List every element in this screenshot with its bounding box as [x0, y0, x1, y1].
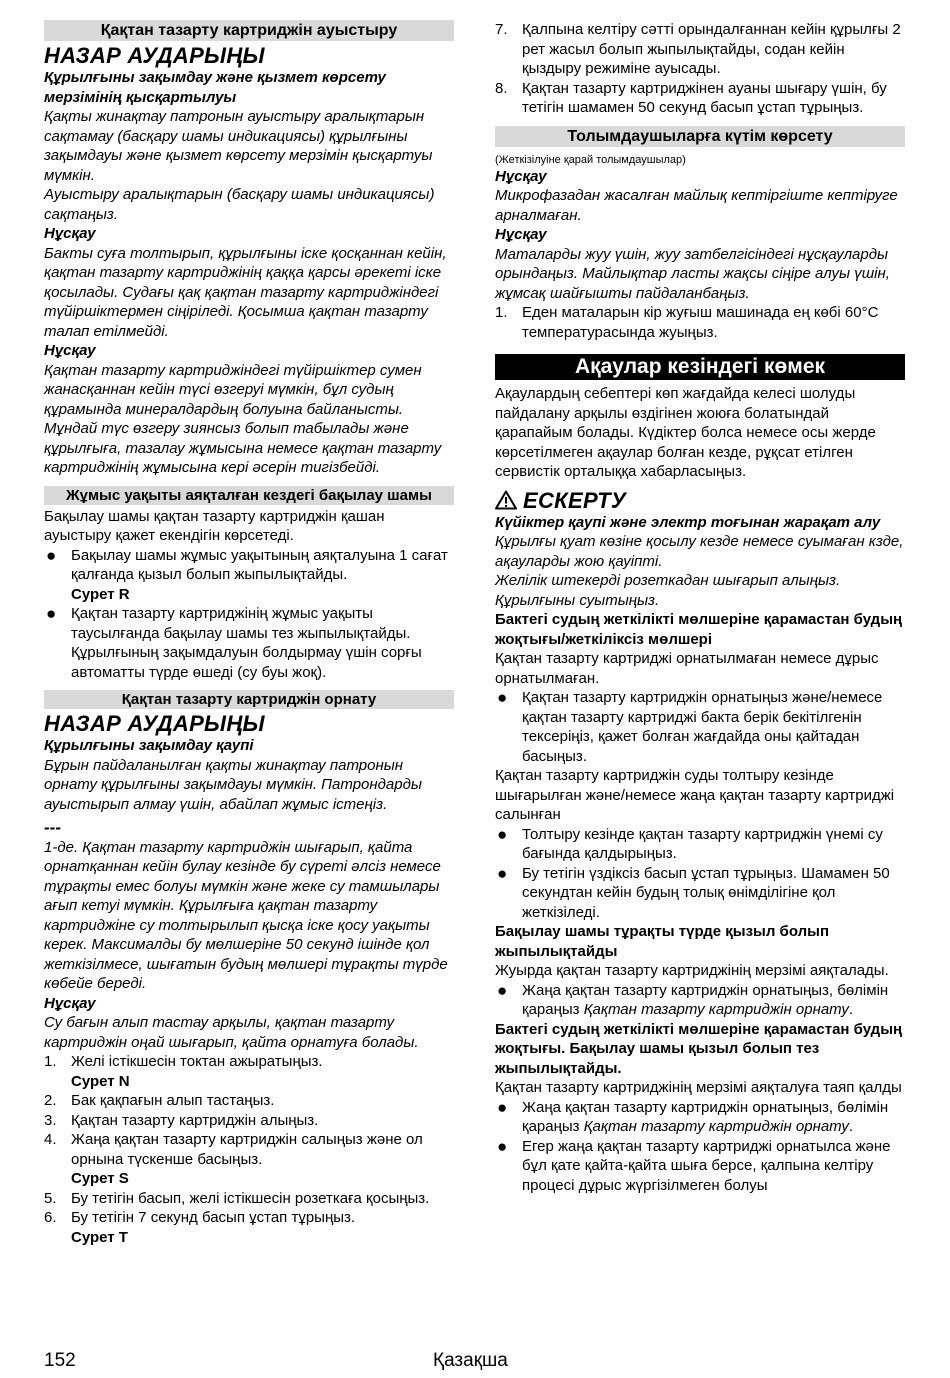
list-item-text: Бу тетігін үздіксіз басып ұстап тұрыңыз. Шамамен 50 секундтан кейін будың толық өнімділігіне қол жеткізіледі.: [522, 864, 890, 921]
step-number: 1.: [44, 1053, 57, 1070]
list-item: [44, 604, 454, 682]
bullet-icon: ●: [497, 863, 508, 883]
step-number: 3.: [44, 1111, 57, 1129]
step-text: Еден маталарын кір жуғыш машинада ең көбі 60°C температурасында жуыңыз.: [522, 304, 879, 341]
step-item: [44, 1052, 454, 1091]
warning-text: Құрылғы қуат көзіне қосылу кезде немесе суымаған кзде, ақауларды жою қауіпті.: [495, 533, 904, 570]
warning-triangle-icon: [495, 490, 517, 510]
warning-text: Желілік штекерді розеткадан шығарып алыңыз. Құрылғыны суытыңыз.: [495, 572, 841, 609]
figure-ref: Сурет S: [71, 1170, 129, 1187]
note-label: Нұсқау: [495, 226, 547, 243]
step-item: [495, 303, 905, 342]
step-item: [495, 79, 905, 118]
note-label: Нұсқау: [495, 167, 547, 185]
step-number: 8.: [495, 79, 508, 97]
body-text: Ақаулардың себептері көп жағдайда келесі шолуды пайдалану арқылы өздігінен жоюға болатындай қарапайым болады. Күдіктер болса немесе осы жерде көрсетілмеген ақаулар болған кезде, рұқсат етілген сервистік орталыққа хабарласыңыз.: [495, 385, 876, 480]
note-label: Нұсқау: [44, 225, 96, 242]
step-item: [44, 1091, 454, 1111]
section-heading-accessories-care: Толымдаушыларға күтім көрсету: [495, 126, 905, 147]
note-text: Бакты суға толтырып, құрылғыны іске қосқаннан кейін, қақтан тазарту картриджінің қаққа қарсы әрекеті іске қосылады. Судағы қақ қақтан тазарту картриджіндегі түйіршіктермен сіңіріледі. Қосымша қақтан тазарту талап етілмейді.: [44, 244, 447, 340]
fault-cause: Жуырда қақтан тазарту картриджінің мерзімі аяқталады.: [495, 962, 889, 979]
bullet-icon: ●: [497, 980, 508, 1000]
warning-title: Күйіктер қаупі және электр тоғынан жарақат алу: [495, 513, 881, 531]
figure-ref: Сурет R: [71, 585, 130, 603]
page-language: Қазақша: [433, 1350, 508, 1371]
note-text: Қақтан тазарту картриджіндегі түйіршіктер сумен жанасқаннан кейін түсі өзгеруі мүмкін, бұл судың құрамында минералдардың болуына байланысты. Мұндай түс өзгеру зиянсыз болып табылады және құрылғыға, тазалау жұмысына немесе қақтан тазарту картриджінің жұмысына кері әсерін тигізбейді.: [44, 361, 442, 476]
list-item-text: Егер жаңа қақтан тазарту картриджі орнатылса және бұл қате қайта-қайта шыға берсе, қалпына келтіру процесі дұрыс жүргізілмеген болуы: [522, 1137, 891, 1194]
step-number: 5.: [44, 1189, 57, 1207]
section-reference: Қақтан тазарту картриджін орнату: [583, 1118, 849, 1135]
note-text: Маталарды жуу үшін, жуу затбелгісіндегі нұсқауларды орындаңыз. Майлықтар ласты жақсы сіңіре алуы үшін, жұмсақ шайғышты пайдаланбаңыз.: [495, 245, 890, 302]
separator-dashes: ---: [44, 818, 61, 837]
page-number: 152: [44, 1350, 76, 1371]
step-text: Бу тетігін 7 секунд басып ұстап тұрыңыз.: [71, 1209, 356, 1226]
fault-cause: Қақтан тазарту картриджі орнатылмаған немесе дұрыс орнатылмаған.: [495, 650, 879, 687]
step-item: [44, 1189, 454, 1209]
section-heading-replace-cartridge: Қақтан тазарту картриджін ауыстыру: [44, 20, 454, 41]
bullet-icon: ●: [497, 688, 508, 707]
note-text: Су бағын алып тастау арқылы, қақтан тазарту картриджін оңай шығарып, қайта орнатуға болады.: [44, 1014, 419, 1051]
left-column: [44, 20, 454, 1247]
bullet-icon: ●: [497, 824, 508, 844]
step-text: Қалпына келтіру сәтті орындалғаннан кейін құрылғы 2 рет жасыл болып жыпылықтайды, содан кейін қыздыру режиміне ауысады.: [522, 21, 901, 77]
bullet-icon: ●: [46, 545, 57, 565]
attention-title: Құрылғыны зақымдау және қызмет көрсету мерзімінің қысқартылуы: [44, 69, 386, 106]
fault-title: Бактегі судың жеткілікті мөлшеріне қарамастан будың жоқтығы. Бақылау шамы қызыл болып тез жыпылықтайды.: [495, 1020, 903, 1077]
attention-text: Бұрын пайдаланылған қақты жинақтау патронын орнату құрылғыны зақымдауы мүмкін. Патрондарды ауыстырып алмау үшін, абайлап жұмыс істеңіз.: [44, 756, 422, 813]
note-text: Микрофазадан жасалған майлық кептіргіште кептіруге арналмаған.: [495, 187, 898, 224]
body-text: Бақылау шамы қақтан тазарту картриджін қашан ауыстыру қажет екендігін көрсетеді.: [44, 507, 385, 544]
right-column: [495, 20, 905, 1195]
fault-cause: Қақтан тазарту картриджінің мерзімі аяқталуға таяп қалды: [495, 1079, 902, 1096]
list-item: [495, 688, 905, 766]
figure-ref: Сурет T: [71, 1228, 128, 1246]
bullet-icon: ●: [497, 1097, 508, 1117]
list-item-text: Толтыру кезінде қақтан тазарту картриджін үнемі су бағында қалдырыңыз.: [522, 825, 883, 862]
list-item: [495, 825, 905, 864]
section-heading-control-lamp: Жұмыс уақыты аяқталған кездегі бақылау шамы: [44, 486, 454, 505]
step-number: 2.: [44, 1092, 57, 1109]
step-item: [495, 20, 905, 79]
note-label: Нұсқау: [44, 994, 96, 1012]
step-number: 6.: [44, 1209, 57, 1226]
warning-heading: [495, 488, 905, 513]
warning-label: ЕСКЕРТУ: [523, 487, 627, 513]
figure-ref: Сурет N: [71, 1072, 130, 1090]
list-item: [495, 864, 905, 923]
fault-title: Бақылау шамы тұрақты түрде қызыл болып жыпылықтайды: [495, 923, 830, 960]
fault-cause: Қақтан тазарту картриджін суды толтыру кезінде шығарылған және/немесе жаңа қақтан тазарту картриджі салынған: [495, 767, 895, 823]
step-item: [44, 1130, 454, 1189]
attention-text: 1-де. Қақтан тазарту картриджін шығарып, қайта орнатқаннан кейін булау кезінде бу сүреті әлсіз немесе тұрақты емес болуы мүмкін және жеке су тамшылары ағып кетуі мүмкін. Құрылғыға қақтан тазарту картриджіне су толтырылып қысқа іске қосу уақыты керек. Максималды бу мөлшеріне 50 секунд ішінде қол жеткізілмесе, шығатын будың мөлшері тұрақты түрде көбейе береді.: [44, 838, 448, 992]
note-label: Нұсқау: [44, 342, 96, 359]
list-item: [44, 546, 454, 605]
list-item: [495, 1137, 905, 1196]
step-text: Жаңа қақтан тазарту картриджін салыңыз және ол орнына түскенше басыңыз.: [71, 1131, 423, 1168]
list-item-text: Жаңа қақтан тазарту картриджін орнатыңыз, бөлімін қараңыз: [522, 981, 889, 1018]
list-item-text: Жаңа қақтан тазарту картриджін орнатыңыз, бөлімін қараңыз: [522, 1098, 889, 1135]
section-heading-install-cartridge: Қақтан тазарту картриджін орнату: [44, 690, 454, 709]
attention-text: Қақты жинақтау патронын ауыстыру аралықтарын сақтамау (басқару шамы индикациясы) құрылғыны зақымдауы және қызмет көрсету мерзімін қысқартуы мүмкін.: [44, 108, 433, 184]
attention-text: Ауыстыру аралықтарын (басқару шамы индикациясы) сақтаңыз.: [44, 186, 435, 223]
bullet-icon: ●: [497, 1136, 508, 1156]
list-item-text: Бақылау шамы жұмыс уақытының аяқталуына 1 сағат қалғанда қызыл болып жыпылықтайды.: [71, 546, 448, 583]
bullet-icon: ●: [46, 604, 57, 623]
step-text: Желі істікшесін токтан ажыратыңыз.: [71, 1053, 323, 1070]
section-reference: Қақтан тазарту картриджін орнату: [583, 1001, 849, 1018]
list-item: ● Жаңа қақтан тазарту картриджін орнатыңыз, бөлімін қараңыз Қақтан тазарту картриджін орнату.: [497, 980, 889, 1018]
step-number: 1.: [495, 304, 508, 321]
attention-title: Құрылғыны зақымдау қаупі: [44, 737, 254, 754]
attention-heading: НАЗАР АУДАРЫҢЫ: [44, 711, 265, 736]
accessories-note: (Жеткізілуіне қарай толымдаушылар): [495, 153, 686, 166]
step-text: Қақтан тазарту картриджін алыңыз.: [71, 1111, 319, 1129]
step-item: [44, 1208, 454, 1247]
step-text: Бак қақпағын алып тастаңыз.: [71, 1092, 275, 1109]
list-item: ● Жаңа қақтан тазарту картриджін орнатыңыз, бөлімін қараңыз Қақтан тазарту картриджін орнату.: [497, 1097, 889, 1135]
step-number: 7.: [495, 21, 508, 38]
step-text: Қақтан тазарту картриджінен ауаны шығару үшін, бу тетігін шамамен 50 секунд басып ұстап тұрыңыз.: [522, 79, 887, 116]
attention-heading: НАЗАР АУДАРЫҢЫ: [44, 43, 265, 68]
step-text: Бу тетігін басып, желі істікшесін розеткаға қосыңыз.: [71, 1189, 430, 1207]
section-heading-troubleshooting: Ақаулар кезіндегі көмек: [495, 354, 905, 380]
list-item-text: Қақтан тазарту картриджін орнатыңыз және/немесе қақтан тазарту картриджі бакта берік бекітілгенін тексеріңіз, қажет болған жағдайда оны қайтадан басыңыз.: [522, 689, 883, 765]
step-number: 4.: [44, 1131, 57, 1148]
list-item-text: Қақтан тазарту картриджінің жұмыс уақыты таусылғанда бақылау шамы тез жыпылықтайды. Құрылғының зақымдалуын болдырмау үшін сорғы автоматты түрде өшеді (су буы жоқ).: [71, 605, 422, 681]
step-item: [44, 1111, 454, 1131]
fault-title: Бактегі судың жеткілікті мөлшеріне қарамастан будың жоқтығы/жеткіліксіз мөлшері: [495, 611, 903, 648]
